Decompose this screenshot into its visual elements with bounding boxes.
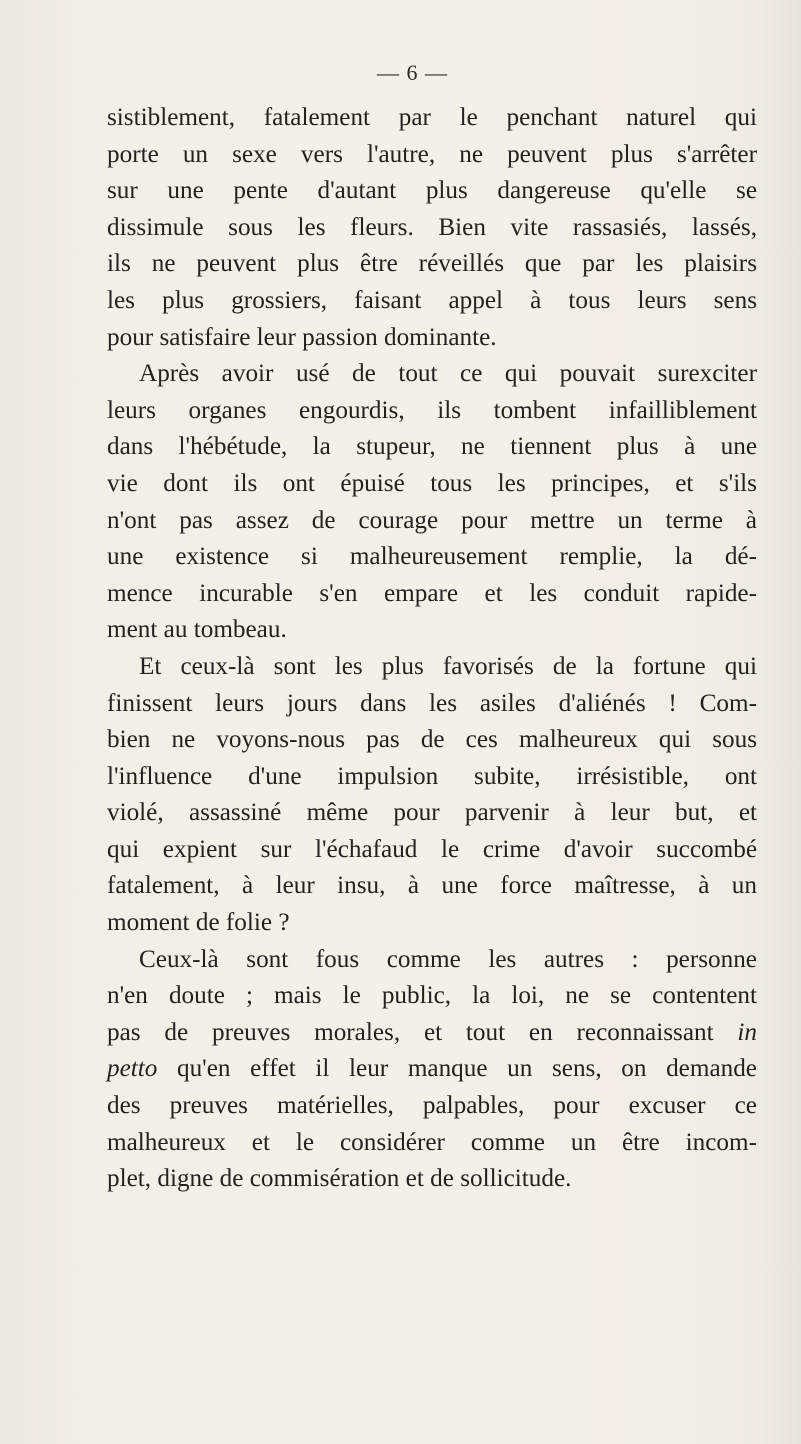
text-line: moment de folie ? bbox=[107, 909, 290, 937]
text-line: Ceux-là sont fous comme les autres : personne bbox=[139, 945, 757, 973]
text-line: fatalement, à leur insu, à une force maîtresse, à un bbox=[107, 872, 757, 900]
text-line: mence incurable s'en empare et les conduit rapide- bbox=[107, 579, 757, 607]
text-line: bien ne voyons-nous pas de ces malheureux qui sous bbox=[107, 726, 757, 754]
text-line: dans l'hébétude, la stupeur, ne tiennent plus à une bbox=[107, 433, 757, 461]
text-line: Après avoir usé de tout ce qui pouvait surexciter bbox=[139, 360, 757, 388]
text-line: des preuves matérielles, palpables, pour excuser ce bbox=[107, 1092, 757, 1120]
text-line: petto qu'en effet il leur manque un sens, on demande bbox=[107, 1055, 757, 1083]
text-line: n'ont pas assez de courage pour mettre un terme à bbox=[107, 506, 757, 534]
text-line: plet, digne de commisération et de sollicitude. bbox=[107, 1165, 572, 1193]
text-line: finissent leurs jours dans les asiles d'aliénés ! Com- bbox=[107, 689, 757, 717]
text-line: leurs organes engourdis, ils tombent infailliblement bbox=[107, 396, 757, 424]
italic-phrase: in bbox=[737, 1018, 757, 1046]
text-line: les plus grossiers, faisant appel à tous leurs sens bbox=[107, 286, 757, 314]
text-line: ils ne peuvent plus être réveillés que par les plaisirs bbox=[107, 250, 757, 278]
text-line: Et ceux-là sont les plus favorisés de la fortune qui bbox=[139, 652, 757, 680]
text-line: porte un sexe vers l'autre, ne peuvent plus s'arrêter bbox=[107, 140, 757, 168]
text-line: dissimule sous les fleurs. Bien vite rassasiés, lassés, bbox=[107, 213, 757, 241]
body-text bbox=[107, 100, 757, 1198]
text-line: sur une pente d'autant plus dangereuse qu'elle se bbox=[107, 177, 757, 205]
text-line: ment au tombeau. bbox=[107, 616, 287, 644]
text-line: qui expient sur l'échafaud le crime d'avoir succombé bbox=[107, 835, 757, 863]
text-line: malheureux et le considérer comme un être incom- bbox=[107, 1128, 757, 1156]
text-line: pas de preuves morales, et tout en reconnaissant in bbox=[107, 1018, 757, 1046]
text-line: pour satisfaire leur passion dominante. bbox=[107, 323, 497, 351]
text-line: l'influence d'une impulsion subite, irrésistible, ont bbox=[107, 762, 757, 790]
text-line: une existence si malheureusement remplie, la dé- bbox=[107, 543, 757, 571]
text-line: violé, assassiné même pour parvenir à leur but, et bbox=[107, 799, 757, 827]
text-line: n'en doute ; mais le public, la loi, ne se contentent bbox=[107, 982, 757, 1010]
text-line: vie dont ils ont épuisé tous les principes, et s'ils bbox=[107, 469, 757, 497]
text-line: sistiblement, fatalement par le penchant naturel qui bbox=[107, 104, 757, 131]
italic-phrase: petto bbox=[107, 1055, 158, 1083]
page-number: — 6 — bbox=[377, 60, 448, 85]
